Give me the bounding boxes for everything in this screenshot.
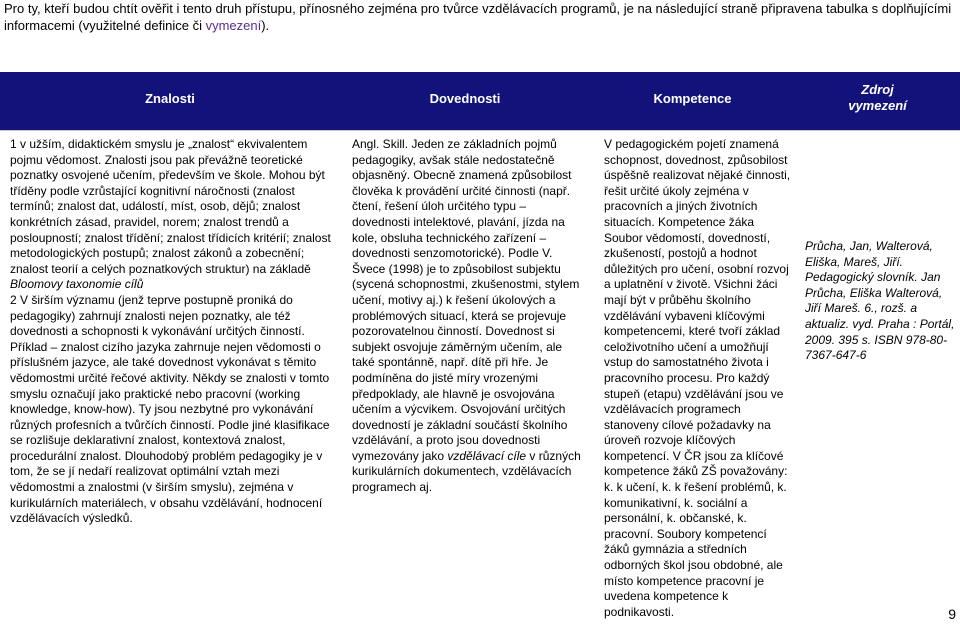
intro-paragraph — [4, 0, 954, 34]
cell-zdroj — [795, 131, 960, 621]
zdroj-text: Průcha, Jan, Walterová, Eliška, Mareš, Jiří. Pedagogický slovník. Jan Průcha, Eliška Walterová, Jiří Mareš. 6., rozš. a aktualiz. vyd. Praha : Portál, 2009. 395 s. ISBN 978-80-7367-647-6 — [805, 239, 955, 363]
cell-kompetence — [590, 131, 795, 621]
dovednosti-italic: vzdělávací cíle — [447, 448, 527, 463]
definition-link[interactable]: vymezení — [205, 18, 262, 33]
definitions-table — [0, 72, 960, 620]
znalosti-bloom-italic: Bloomovy taxonomie cílů — [10, 277, 144, 292]
cell-znalosti — [0, 131, 340, 621]
header-znalosti: Znalosti — [0, 72, 340, 124]
header-dovednosti: Dovednosti — [340, 72, 590, 124]
header-zdroj-line2: vymezení — [848, 98, 907, 113]
page-number: 9 — [948, 606, 956, 622]
table-header-row — [0, 72, 960, 124]
kompetence-text: V pedagogickém pojetí znamená schopnost, dovednost, způsobilost úspěšně realizovat nějaké činnosti, řešit určité úkoly zejména v pracovních a jiných životních situacích. Kompetence žáka Soubor vědomostí, dovedností, zkušeností, postojů a hodnot důležitých pro učení, osobní rozvoj a uplatnění v životě. Všichni žáci mají být v průběhu školního vzdělávání vybaveni klíčovými kompetencemi, které tvoří základ celoživotního učení a umožňují vstup do samostatného života i pracovního procesu. Pro každý stupeň (etapu) vzdělávání jsou ve vzdělávacích programech stanoveny cílové požadavky na úroveň rozvoje klíčových kompetencí. V ČR jsou za klíčové kompetence žáků ZŠ považovány: k. k učení, k. k řešení problémů, k. komunikativní, k. sociální a personální, k. občanské, k. pracovní. Soubory kompetencí žáků gymnázia a středních odborných škol jsou obdobné, ale místo kompetence pracovní je uvedena kompetence k podnikavosti. — [604, 137, 791, 619]
znalosti-p1: 1 v užším, didaktickém smyslu je „znalost“ ekvivalentem pojmu vědomost. Znalosti jsou pak převážně teoretické poznatky osvojené učením, především ve škole. Mohou být tříděny podle vzrůstající kognitivní náročnosti (znalost termínů; znalost dat, událostí, míst, osob, dějů; znalost konkrétních zásad, pravidel, norem; znalost trendů a posloupností; znalost třídění; znalost třídicích kritérií; znalost metodologických postupů; znalost zákonů a zobecnění; znalost teorií a celých poznatkových struktur) na základě — [10, 137, 331, 276]
znalosti-p2: 2 V širším významu (jenž teprve postupně proniká do pedagogiky) zahrnují znalosti nejen poznatky, ale též dovednosti a schopnosti k vykonávání určitých činností. Příklad – znalost cizího jazyka zahrnuje nejen vědomosti o příslušném jazyce, ale také dovednost vykonávat s těmito vědomostmi určité řečové aktivity. Někdy se znalosti v tomto smyslu označují jako praktické nebo pracovní (working knowledge, know-how). Ty jsou nezbytné pro vykonávání různých profesních a tvůrčích činností. Podle jiné klasifikace se rozlišuje deklarativní znalost, kontextová znalost, procedurální znalost. Dlouhodobý problém pedagogiky je v tom, že se jí nedaří realizovat optimální vztah mezi vědomostmi a znalostmi (v širším smyslu), zejména v kurikulárních materiálech, v obsahu vzdělávání, hodnocení vzdělávacích výsledků. — [10, 292, 330, 526]
header-zdroj — [795, 72, 960, 124]
cell-dovednosti — [340, 131, 590, 621]
dovednosti-text-b: v různých kurikulárních dokumentech, vzdělávacích programech aj. — [352, 448, 581, 495]
header-zdroj-line1: Zdroj — [861, 82, 894, 97]
header-kompetence: Kompetence — [590, 72, 795, 124]
dovednosti-text-a: Angl. Skill. Jeden ze základních pojmů pedagogiky, avšak stále nedostatečně objasněný. Obecně znamená způsobilost člověka k provádění určité činnosti (např. čtení, řešení úloh určitého typu – dovednosti intelektové, plavání, jízda na kole, obsluha technického zařízení – dovednosti senzomotorické). Podle V. Švece (1998) je to způsobilost subjektu (sycená schopnostmi, zkušenostmi, stylem učení, motivy aj.) k řešení úkolových a problémových situací, která se projevuje pozorovatelnou činností. Dovednost si subjekt osvojuje záměrným učením, ale také spontánně, např. dítě při hře. Je podmíněna do jisté míry vrozenými předpoklady, ale hlavně je osvojována učením a výcvikem. Osvojování určitých dovedností je základní součástí školního vzdělávání, a proto jsou dovednosti vymezovány jako — [352, 137, 580, 463]
intro-text-end: ). — [261, 18, 270, 33]
table-body-row — [0, 131, 960, 621]
intro-text: Pro ty, kteří budou chtít ověřit i tento druh přístupu, přínosného zejména pro tvůrce vzdělávacích programů, je na následující straně připravena tabulka s doplňujícími informacemi (využitelné definice či — [4, 1, 952, 33]
